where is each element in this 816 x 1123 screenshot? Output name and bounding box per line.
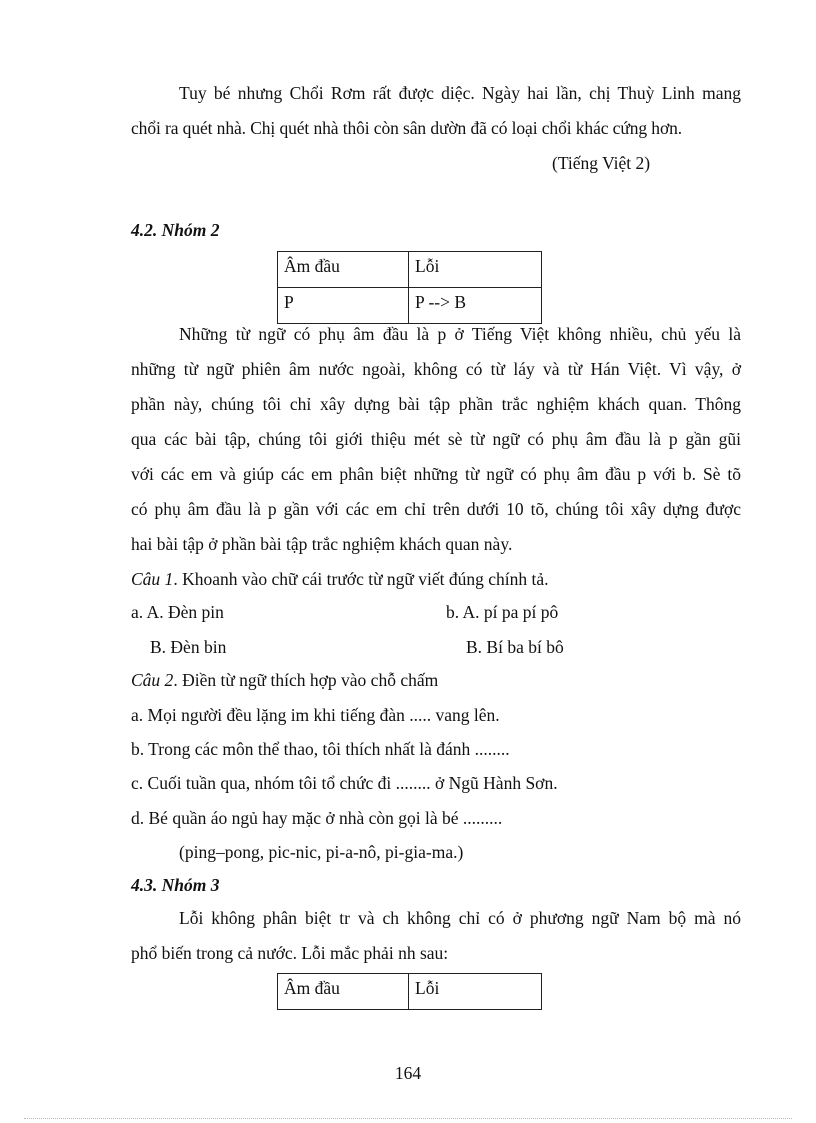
- option-b-a: b. A. pí pa pí pô: [446, 602, 559, 622]
- intro-line-1: Tuy bé nhưng Chổi Rơm rất được diệc. Ngày hai lần, chị Thuỳ Linh mang: [179, 83, 741, 103]
- question-2-item: c. Cuối tuần qua, nhóm tôi tổ chức đi ........ ở Ngũ Hành Sơn.: [131, 773, 558, 793]
- page-number: 164: [394, 1063, 422, 1083]
- table-header-cell: Lỗi: [409, 252, 542, 288]
- question-2-item: a. Mọi người đều lặng im khi tiếng đàn ..... vang lên.: [131, 705, 500, 725]
- table-nhom-3: [277, 973, 542, 1010]
- table-header-cell: Lỗi: [409, 974, 542, 1010]
- paragraph-line: có phụ âm đầu là p gần với các em chỉ trên dưới 10 tõ, chúng tôi xây dựng được: [131, 499, 741, 519]
- paragraph-line: phổ biến trong cả nước. Lỗi mắc phải nh sau:: [131, 943, 449, 963]
- table-header-row: [278, 974, 542, 1010]
- section-heading-4-2: 4.2. Nhóm 2: [131, 220, 220, 240]
- table-nhom-2: [277, 251, 542, 324]
- question-1-label: Câu 1: [131, 569, 174, 589]
- paragraph-line: qua các bài tập, chúng tôi giới thiệu mét sè từ ngữ có phụ âm đầu là p gần gũi: [131, 429, 741, 449]
- question-2: [131, 668, 438, 692]
- paragraph-line: phần này, chúng tôi chỉ xây dựng bài tập phần trắc nghiệm khách quan. Thông: [131, 394, 741, 414]
- paragraph-line: Những từ ngữ có phụ âm đầu là p ở Tiếng Việt không nhiều, chủ yếu là: [179, 324, 741, 344]
- question-1: [131, 567, 549, 591]
- table-header-row: [278, 252, 542, 288]
- paragraph-line: với các em và giúp các em phân biệt những từ ngữ có phụ âm đầu p với b. Sè tõ: [131, 464, 741, 484]
- paragraph-line: những từ ngữ phiên âm nước ngoài, không có từ láy và từ Hán Việt. Vì vậy, ở: [131, 359, 741, 379]
- option-a-b: B. Đèn bin: [150, 637, 227, 657]
- option-b-b: B. Bí ba bí bô: [466, 637, 564, 657]
- question-2-label: Câu 2: [131, 670, 174, 690]
- question-2-item: d. Bé quần áo ngủ hay mặc ở nhà còn gọi là bé .........: [131, 808, 503, 828]
- question-2-text: . Điền từ ngữ thích hợp vào chỗ chấm: [173, 670, 439, 690]
- option-a-a: a. A. Đèn pin: [131, 602, 224, 622]
- question-1-text: . Khoanh vào chữ cái trước từ ngữ viết đúng chính tả.: [173, 569, 549, 589]
- table-header-cell: Âm đầu: [278, 974, 409, 1010]
- section-heading-4-3: 4.3. Nhóm 3: [131, 875, 220, 895]
- paragraph-line: hai bài tập ở phần bài tập trắc nghiệm khách quan này.: [131, 534, 513, 554]
- table-cell: P --> B: [409, 288, 542, 324]
- table-cell: P: [278, 288, 409, 324]
- question-2-options: (ping–pong, pic-nic, pi-a-nô, pi-gia-ma.): [179, 842, 464, 862]
- paragraph-line: Lỗi không phân biệt tr và ch không chỉ có ở phương ngữ Nam bộ mà nó: [179, 908, 741, 928]
- intro-source: (Tiếng Việt 2): [552, 153, 651, 173]
- question-2-item: b. Trong các môn thể thao, tôi thích nhất là đánh ........: [131, 739, 510, 759]
- table-header-cell: Âm đầu: [278, 252, 409, 288]
- intro-line-2: chổi ra quét nhà. Chị quét nhà thôi còn sân dườn đã có loại chổi khác cứng hơn.: [131, 118, 683, 138]
- page-bottom-divider: [24, 1118, 792, 1119]
- table-row: [278, 288, 542, 324]
